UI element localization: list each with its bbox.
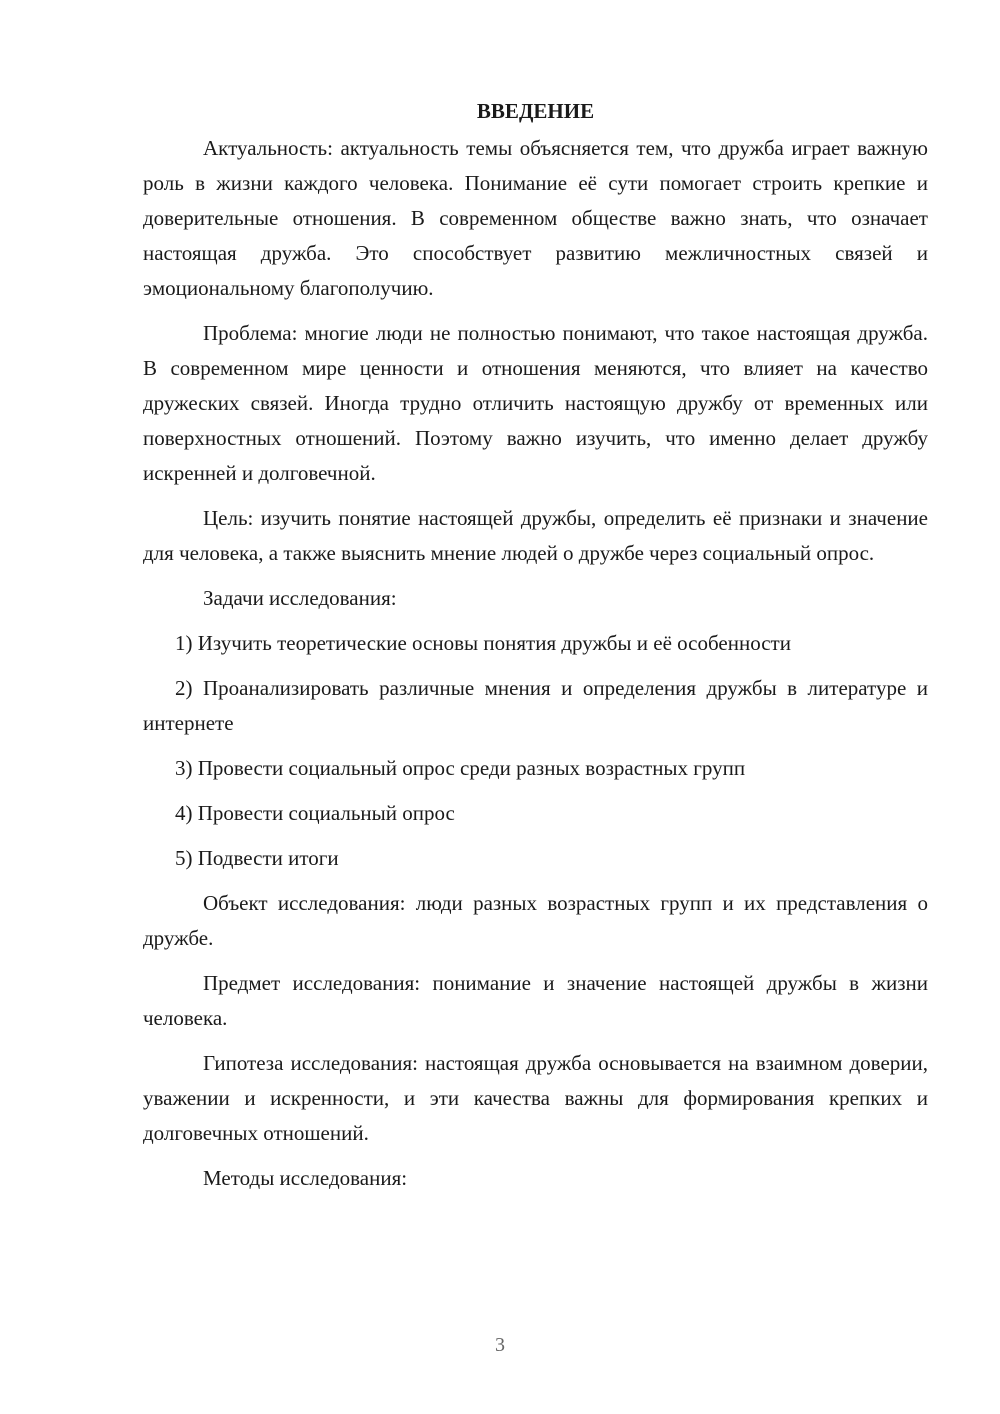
problem-paragraph: Проблема: многие люди не полностью понимают, что такое настоящая дружба. В современном мире ценности и отношения меняются, что влияет на качество дружеских связей. Иногда трудно отличить настоящую дружбу от временных или поверхностных отношений. Поэтому важно изучить, что именно делает дружбу искренней и долговечной. bbox=[143, 321, 928, 485]
task-item: 4) Провести социальный опрос bbox=[175, 801, 455, 825]
page-title: ВВЕДЕНИЕ bbox=[476, 99, 595, 123]
object-paragraph: Объект исследования: люди разных возрастных групп и их представления о дружбе. bbox=[143, 891, 928, 950]
page-number: 3 bbox=[495, 1334, 505, 1356]
task-item: 1) Изучить теоретические основы понятия дружбы и её особенности bbox=[175, 631, 791, 655]
relevance-paragraph: Актуальность: актуальность темы объясняется тем, что дружба играет важную роль в жизни каждого человека. Понимание её сути помогает строить крепкие и доверительные отношения. В современном обществе важно знать, что означает настоящая дружба. Это способствует развитию межличностных связей и эмоциональному благополучию. bbox=[143, 136, 928, 300]
page-content bbox=[143, 96, 928, 1196]
task-item: 5) Подвести итоги bbox=[175, 846, 339, 870]
task-item: 3) Провести социальный опрос среди разных возрастных групп bbox=[175, 756, 746, 780]
subject-paragraph: Предмет исследования: понимание и значение настоящей дружбы в жизни человека. bbox=[143, 971, 928, 1030]
task-item: 2) Проанализировать различные мнения и определения дружбы в литературе и интернете bbox=[143, 676, 928, 735]
hypothesis-paragraph: Гипотеза исследования: настоящая дружба основывается на взаимном доверии, уважении и искренности, и эти качества важны для формирования крепких и долговечных отношений. bbox=[143, 1051, 928, 1145]
methods-heading: Методы исследования: bbox=[203, 1166, 408, 1190]
tasks-heading: Задачи исследования: bbox=[203, 586, 397, 610]
goal-paragraph: Цель: изучить понятие настоящей дружбы, определить её признаки и значение для человека, а также выяснить мнение людей о дружбе через социальный опрос. bbox=[143, 506, 928, 565]
